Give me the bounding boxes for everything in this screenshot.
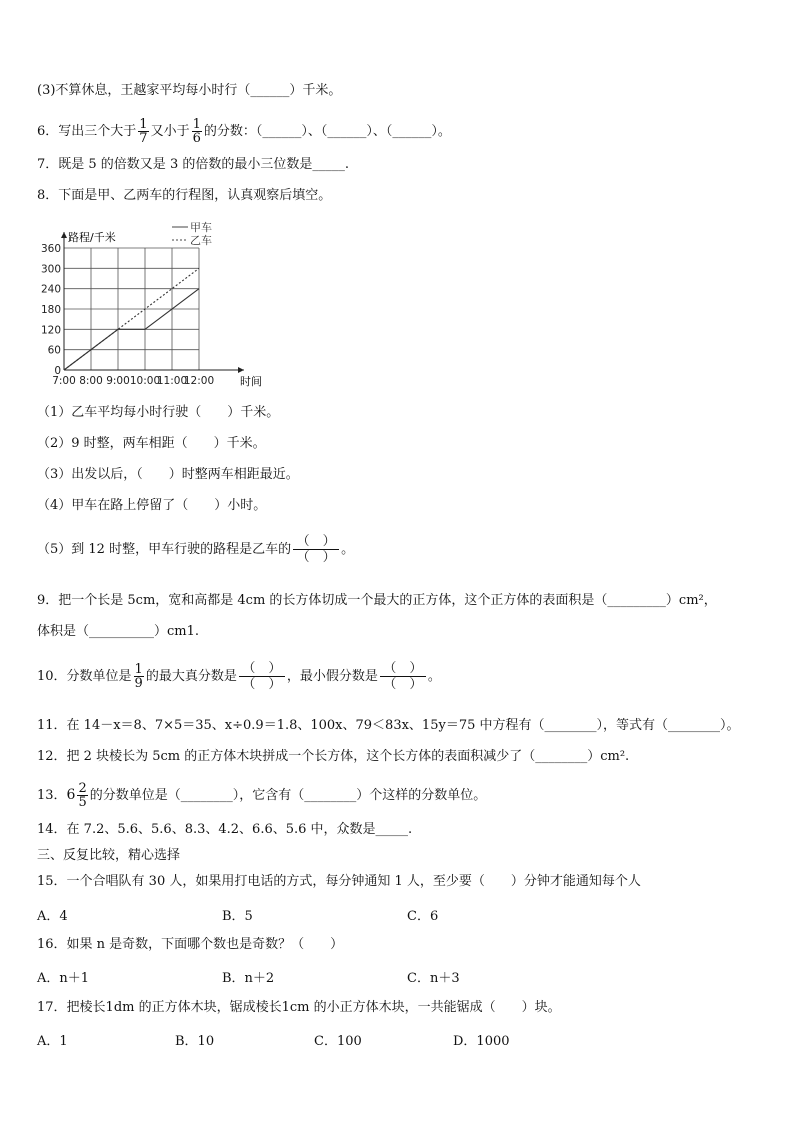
q8-5 xyxy=(37,530,354,570)
denominator: 5 xyxy=(78,795,87,810)
q17-option-d[interactable]: D．1000 xyxy=(453,1034,510,1049)
q8-1: （1）乙车平均每小时行驶（ ）千米。 xyxy=(37,405,280,420)
q6-pre: 6．写出三个大于 xyxy=(37,124,137,139)
x-tick-label: 8:00 xyxy=(79,375,103,387)
blank-fraction[interactable] xyxy=(293,534,339,565)
blank-fraction-max-proper[interactable] xyxy=(239,661,285,692)
q5-3: (3)不算休息，王越家平均每小时行（______）千米。 xyxy=(37,83,342,98)
chart-ticks xyxy=(41,243,214,387)
numerator: 1 xyxy=(134,662,143,677)
section-3-heading: 三、反复比较，精心选择 xyxy=(37,848,181,863)
x-axis-arrow xyxy=(238,367,244,373)
q10 xyxy=(37,657,441,697)
y-tick-label: 120 xyxy=(40,324,61,337)
travel-chart xyxy=(28,215,288,390)
q13 xyxy=(37,778,486,813)
x-tick-label: 12:00 xyxy=(183,375,215,387)
q8: 8．下面是甲、乙两车的行程图，认真观察后填空。 xyxy=(37,188,332,203)
y-tick-label: 180 xyxy=(40,304,61,316)
blank-denominator[interactable]: （ ） xyxy=(296,550,336,565)
x-tick-label: 11:00 xyxy=(156,375,188,387)
q9-line-2: 体积是（__________）cm1. xyxy=(37,624,200,639)
q14: 14．在 7.2、5.6、5.6、8.3、4.2、6.6、5.6 中，众数是_____. xyxy=(37,822,413,837)
q11: 11．在 14－x＝8、7×5＝35、x÷0.9＝1.8、100x、79＜83x、15y＝75 中方程有（________），等式有（________）。 xyxy=(37,718,740,733)
blank-fraction-min-improper[interactable] xyxy=(380,661,426,692)
fraction-1-7 xyxy=(138,118,148,145)
q8-3: （3）出发以后，（ ）时整两车相距最近。 xyxy=(37,467,299,482)
q9-line-1: 9．把一个长是 5cm，宽和高都是 4cm 的长方体切成一个最大的正方体，这个正方体的表面积是（_________）cm²， xyxy=(37,593,717,608)
q8-5-pre: （5）到 12 时整，甲车行驶的路程是乙车的 xyxy=(37,542,292,557)
numerator: 2 xyxy=(78,781,87,796)
y-tick-label: 240 xyxy=(40,283,61,296)
mixed-number-integer: 6 xyxy=(66,787,76,803)
x-tick-label: 9:00 xyxy=(106,375,130,387)
numerator: 1 xyxy=(139,117,148,132)
y-tick-label: 300 xyxy=(40,263,61,276)
blank-denominator[interactable]: （ ） xyxy=(242,677,282,692)
q6-post: 的分数：（______）、（______）、（______）。 xyxy=(203,124,451,139)
x-tick-label: 10:00 xyxy=(129,375,161,387)
q15-option-b[interactable]: B．5 xyxy=(222,909,253,924)
q12: 12．把 2 块棱长为 5cm 的正方体木块拼成一个长方体，这个长方体的表面积减少了（________）cm². xyxy=(37,749,630,764)
q15-option-c[interactable]: C．6 xyxy=(407,909,439,924)
q17-option-b[interactable]: B．10 xyxy=(175,1034,215,1049)
numerator: 1 xyxy=(192,117,201,132)
fraction-1-6 xyxy=(192,118,202,145)
legend-label-yi: 乙车 xyxy=(190,234,212,247)
y-axis-arrow xyxy=(61,232,67,238)
series-line-yi xyxy=(64,268,199,370)
q13-post: 的分数单位是（________），它含有（________）个这样的分数单位。 xyxy=(89,788,487,803)
q8-4: （4）甲车在路上停留了（ ）小时。 xyxy=(37,498,267,513)
fraction-1-9 xyxy=(134,663,144,690)
q16-option-a[interactable]: A．n＋1 xyxy=(37,971,90,986)
q17-option-a[interactable]: A．1 xyxy=(37,1034,68,1049)
x-axis-label: 时间 xyxy=(240,375,262,388)
fraction-2-5 xyxy=(77,782,87,809)
q16-option-c[interactable]: C．n＋3 xyxy=(407,971,460,986)
q17-option-c[interactable]: C．100 xyxy=(314,1034,362,1049)
q6-mid: 又小于 xyxy=(150,124,190,139)
q8-5-post: 。 xyxy=(341,542,355,557)
q15: 15．一个合唱队有 30 人，如果用打电话的方式，每分钟通知 1 人，至少要（ ）分钟才能通知每个人 xyxy=(37,874,641,889)
denominator: 6 xyxy=(192,131,201,146)
blank-denominator[interactable]: （ ） xyxy=(383,677,423,692)
q6 xyxy=(37,118,451,145)
blank-numerator[interactable]: （ ） xyxy=(380,661,426,677)
q10-post: 。 xyxy=(427,669,441,684)
chart-grid xyxy=(64,248,199,370)
y-tick-label: 360 xyxy=(40,243,61,255)
q15-option-a[interactable]: A．4 xyxy=(37,909,68,924)
x-tick-label: 7:00 xyxy=(52,375,76,387)
legend xyxy=(172,221,212,247)
denominator: 7 xyxy=(139,131,148,146)
y-tick-label: 0 xyxy=(54,365,61,377)
legend-label-jia: 甲车 xyxy=(190,221,212,234)
q7: 7．既是 5 的倍数又是 3 的倍数的最小三位数是_____. xyxy=(37,157,349,172)
y-tick-label: 60 xyxy=(47,344,61,357)
blank-numerator[interactable]: （ ） xyxy=(239,661,285,677)
denominator: 9 xyxy=(134,676,143,691)
q16-option-b[interactable]: B．n＋2 xyxy=(222,971,275,986)
q16: 16．如果 n 是奇数，下面哪个数也是奇数？（ ） xyxy=(37,937,344,952)
q10-mid2: ，最小假分数是 xyxy=(286,669,378,684)
q17: 17．把棱长1dm 的正方体木块，锯成棱长1cm 的小正方体木块，一共能锯成（ ）块。 xyxy=(37,1000,561,1015)
blank-numerator[interactable]: （ ） xyxy=(293,534,339,550)
chart-series xyxy=(64,268,199,370)
q10-pre: 10．分数单位是 xyxy=(37,669,132,684)
q10-mid: 的最大真分数是 xyxy=(145,669,237,684)
q8-2: （2）9 时整，两车相距（ ）千米。 xyxy=(37,436,266,451)
q13-pre: 13． xyxy=(37,788,67,803)
y-axis-label: 路程/千米 xyxy=(68,231,116,244)
